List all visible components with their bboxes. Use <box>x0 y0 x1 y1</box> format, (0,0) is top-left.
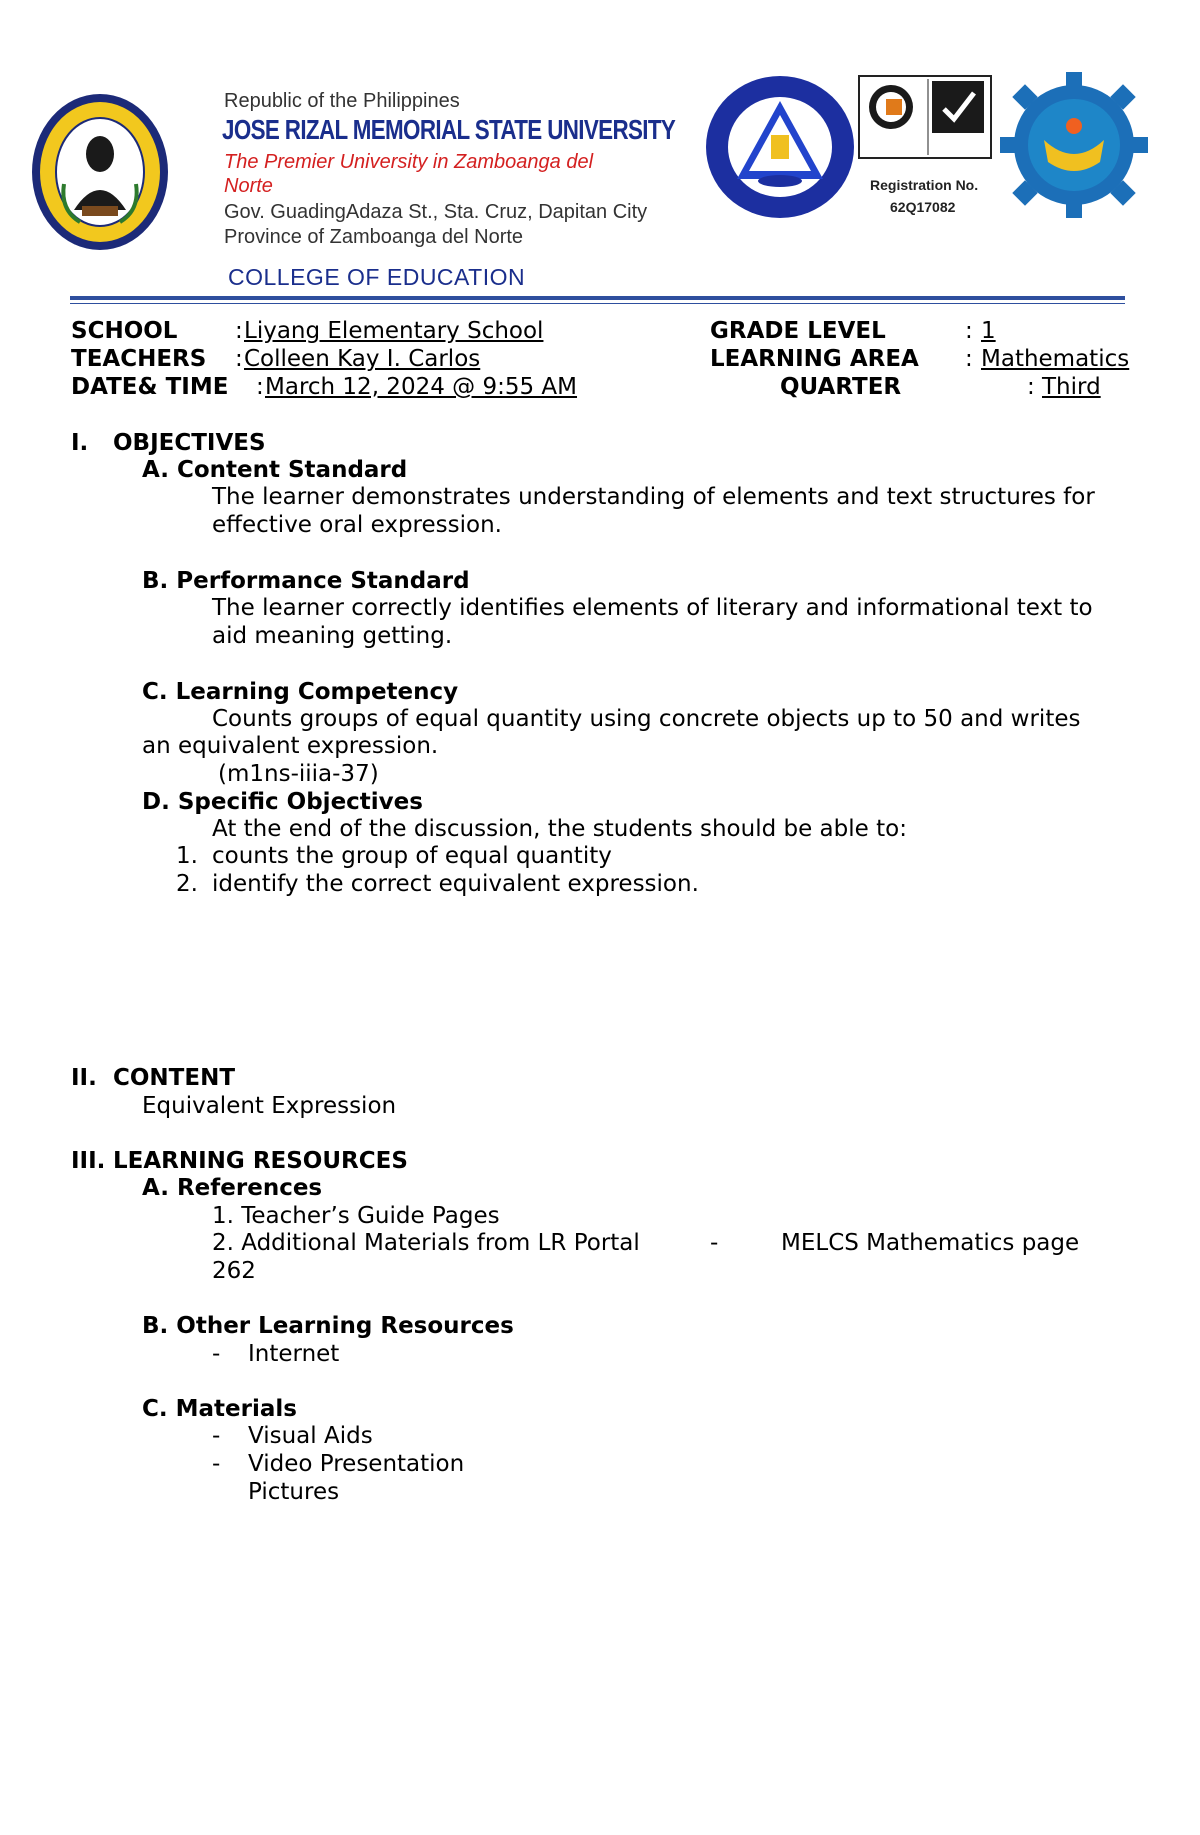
reference-item-2: 2. Additional Materials from LR Portal <box>212 1230 640 1256</box>
datetime-label: DATE& TIME <box>71 374 229 400</box>
learning-competency-title: C. Learning Competency <box>142 679 459 705</box>
performance-standard-line-2: aid meaning getting. <box>212 623 453 649</box>
specific-objective-item: identify the correct equivalent expression. <box>212 871 699 897</box>
learning-competency-code: (m1ns-iiia-37) <box>218 761 379 787</box>
specific-objective-number: 2. <box>176 871 198 897</box>
header-rule <box>70 296 1125 300</box>
grade-label: GRADE LEVEL <box>710 318 886 344</box>
university-tagline-1: The Premier University in Zamboanga del <box>224 151 594 173</box>
materials-title: C. Materials <box>142 1396 297 1422</box>
university-name: JOSE RIZAL MEMORIAL STATE UNIVERSITY <box>222 114 676 145</box>
datetime-value: March 12, 2024 @ 9:55 AM <box>265 374 578 400</box>
material-dash: - <box>212 1451 221 1477</box>
other-resources-title: B. Other Learning Resources <box>142 1313 514 1339</box>
reference-item-1: 1. Teacher’s Guide Pages <box>212 1203 500 1229</box>
university-province <box>224 225 524 248</box>
teachers-label: TEACHERS <box>71 346 207 372</box>
teachers-value: Colleen Kay I. Carlos <box>244 346 481 372</box>
grade-colon: : <box>965 318 973 344</box>
performance-standard-line-1: The learner correctly identifies elements of literary and informational text to <box>212 595 1093 621</box>
reference-item-2-dash: - <box>710 1230 719 1256</box>
specific-objective-item: counts the group of equal quantity <box>212 843 612 869</box>
references-title: A. References <box>142 1175 323 1201</box>
area-label: LEARNING AREA <box>710 346 919 372</box>
registration-label: Registration No. <box>870 177 979 193</box>
performance-standard-title: B. Performance Standard <box>142 568 470 594</box>
area-value: Mathematics <box>981 346 1130 372</box>
quarter-colon: : <box>1027 374 1035 400</box>
quarter-value: Third <box>1042 374 1101 400</box>
other-resource-dash: - <box>212 1341 221 1367</box>
resources-heading: LEARNING RESOURCES <box>113 1148 408 1174</box>
aaccup-gear-logo <box>1000 70 1148 220</box>
school-colon: : <box>235 318 243 344</box>
quarter-label: QUARTER <box>780 374 902 400</box>
specific-objective-number: 1. <box>176 843 198 869</box>
iso-certification-logo <box>858 75 992 159</box>
university-address: Gov. GuadingAdaza St., Sta. Cruz, Dapitan City <box>224 201 648 223</box>
content-standard-line-2: effective oral expression. <box>212 512 502 538</box>
jrmsu-seal-logo <box>30 92 170 252</box>
university-tagline-2: Norte <box>224 175 273 197</box>
registration-number: 62Q17082 <box>890 199 956 215</box>
objectives-number: I. <box>71 430 89 456</box>
other-resource-item: Internet <box>248 1341 340 1367</box>
material-item: Visual Aids <box>248 1423 373 1449</box>
grade-value: 1 <box>981 318 996 344</box>
teachers-colon: : <box>235 346 243 372</box>
school-value: Liyang Elementary School <box>244 318 544 344</box>
content-heading: CONTENT <box>113 1065 236 1091</box>
province-text: Province of Zamboanga del Norte <box>224 226 524 248</box>
area-colon: : <box>965 346 973 372</box>
material-item: Video Presentation <box>248 1451 465 1477</box>
reference-item-2-page: 262 <box>212 1258 256 1284</box>
college-name: COLLEGE OF EDUCATION <box>228 264 526 290</box>
learning-competency-line-1: Counts groups of equal quantity using concrete objects up to 50 and writes <box>212 706 1081 732</box>
content-text: Equivalent Expression <box>142 1093 397 1119</box>
reference-item-2-value: MELCS Mathematics page <box>781 1230 1080 1256</box>
school-label: SCHOOL <box>71 318 178 344</box>
republic-text: Republic of the Philippines <box>224 90 460 112</box>
material-item: Pictures <box>248 1479 340 1505</box>
objectives-heading: OBJECTIVES <box>113 430 266 456</box>
resources-number: III. <box>71 1148 106 1174</box>
content-standard-line-1: The learner demonstrates understanding of elements and text structures for <box>212 484 1095 510</box>
datetime-colon: : <box>256 374 264 400</box>
material-dash: - <box>212 1423 221 1449</box>
college-of-education-seal-logo <box>705 75 855 220</box>
specific-objectives-intro: At the end of the discussion, the students should be able to: <box>212 816 907 842</box>
header-rule-thin <box>70 303 1125 304</box>
specific-objectives-title: D. Specific Objectives <box>142 789 423 815</box>
learning-competency-line-2: an equivalent expression. <box>142 733 439 759</box>
content-number: II. <box>71 1065 97 1091</box>
content-standard-title: A. Content Standard <box>142 457 408 483</box>
